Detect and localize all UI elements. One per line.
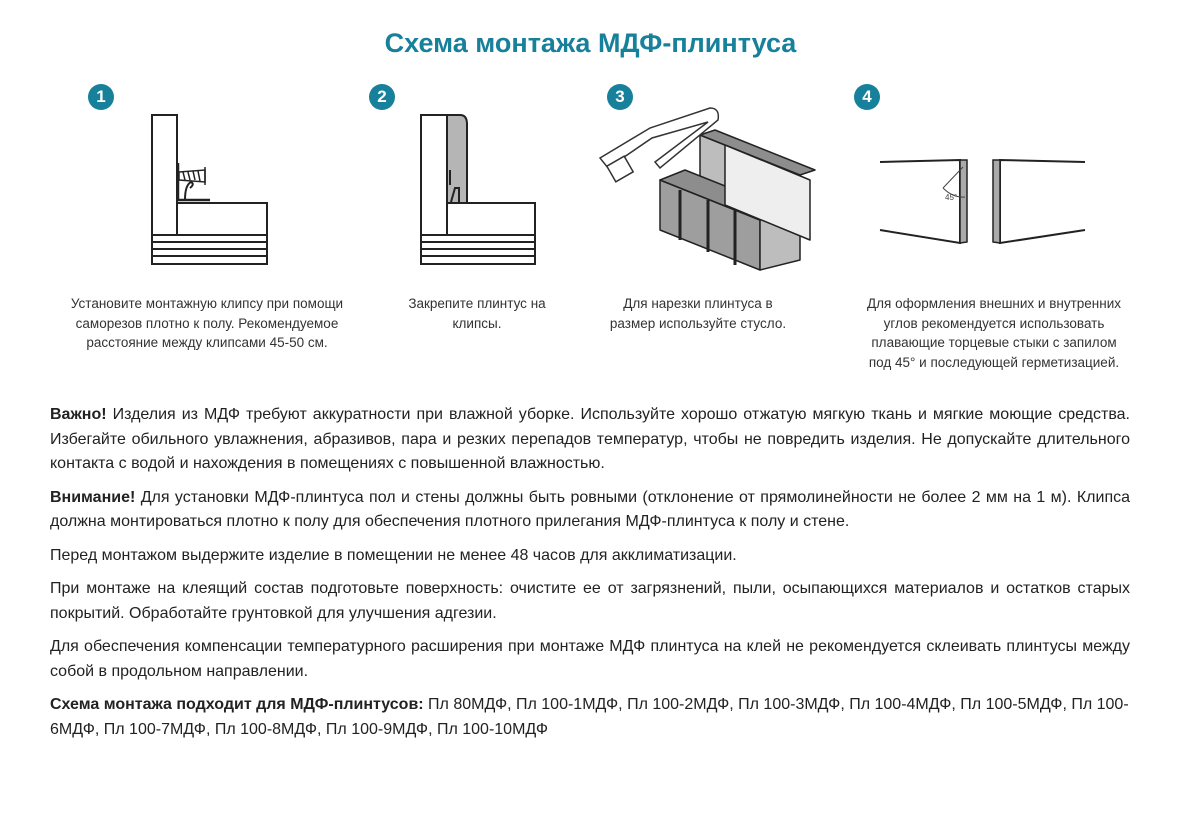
- step-2-caption: Закрепите плинтус на клипсы.: [408, 296, 546, 331]
- paragraph-attention: [50, 486, 1130, 535]
- step-1-caption: Установите монтажную клипсу при помощи саморезов плотно к полу. Рекомендуемое расстояние между клипсами 45-50 см.: [70, 296, 344, 350]
- clip-installation-illustration: [145, 110, 275, 270]
- paragraph-text: Для установки МДФ-плинтуса пол и стены должны быть ровными (отклонение от прямолинейности не более 2 мм на 1 м). Клипса должна монтироваться плотно к полу для обеспечения плотного прилегания МДФ-плинтуса к полу и стене.: [50, 488, 1130, 530]
- paragraph-surface-prep: [50, 577, 1130, 626]
- paragraph-text: Пл 80МДФ, Пл 100-1МДФ, Пл 100-2МДФ, Пл 100-3МДФ, Пл 100-4МДФ, Пл 100-5МДФ, Пл 100-6МДФ, Пл 100-7МДФ, Пл 100-8МДФ, Пл 100-9МДФ, Пл 100-10МДФ: [50, 696, 1129, 738]
- page-title: Схема монтажа МДФ-плинтуса: [384, 28, 797, 58]
- paragraph-acclimatization: [50, 544, 1130, 569]
- step-4-caption: Для оформления внешних и внутренних углов рекомендуется использовать плавающие торцевые стыки с запилом под 45° и последующей герметизацией.: [867, 296, 1121, 370]
- angle-label: 45°: [945, 193, 958, 202]
- paragraph-lead: Важно!: [50, 406, 107, 423]
- miter-box-saw-illustration: [590, 100, 820, 285]
- paragraph-text: Для обеспечения компенсации температурного расширения при монтаже МДФ плинтуса на клей не рекомендуется склеивать плинтусы между собой в продольном направлении.: [50, 638, 1130, 680]
- paragraph-compatible-models: [50, 693, 1130, 742]
- paragraph-lead: Схема монтажа подходит для МДФ-плинтусов:: [50, 696, 424, 713]
- instructions-text: [50, 403, 1130, 751]
- step-1-badge: 1: [88, 84, 114, 110]
- miter-joint-45-illustration: [875, 150, 1090, 250]
- paragraph-text: При монтаже на клеящий состав подготовьте поверхность: очистите ее от загрязнений, пыли, осыпающихся материалов и остатков старых покрытий. Обработайте грунтовкой для улучшения адгезии.: [50, 580, 1130, 622]
- paragraph-text: Перед монтажом выдержите изделие в помещении не менее 48 часов для акклиматизации.: [50, 546, 737, 564]
- step-3-badge: 3: [607, 84, 633, 110]
- paragraph-text: Изделия из МДФ требуют аккуратности при влажной уборке. Используйте хорошо отжатую мягкую ткань и мягкие моющие средства. Избегайте обильного увлажнения, абразивов, пара и резких перепадов температур, чтобы не повредить изделия. Не допускайте длительного контакта с водой и нахождения в помещениях с повышенной влажностью.: [50, 406, 1130, 472]
- paragraph-expansion: [50, 635, 1130, 684]
- step-4-badge: 4: [854, 84, 880, 110]
- step-3-caption: Для нарезки плинтуса в размер используйте стусло.: [609, 296, 787, 331]
- step-2-badge: 2: [369, 84, 395, 110]
- paragraph-lead: Внимание!: [50, 488, 136, 506]
- paragraph-important: [50, 403, 1130, 477]
- skirting-on-clip-illustration: [415, 110, 545, 270]
